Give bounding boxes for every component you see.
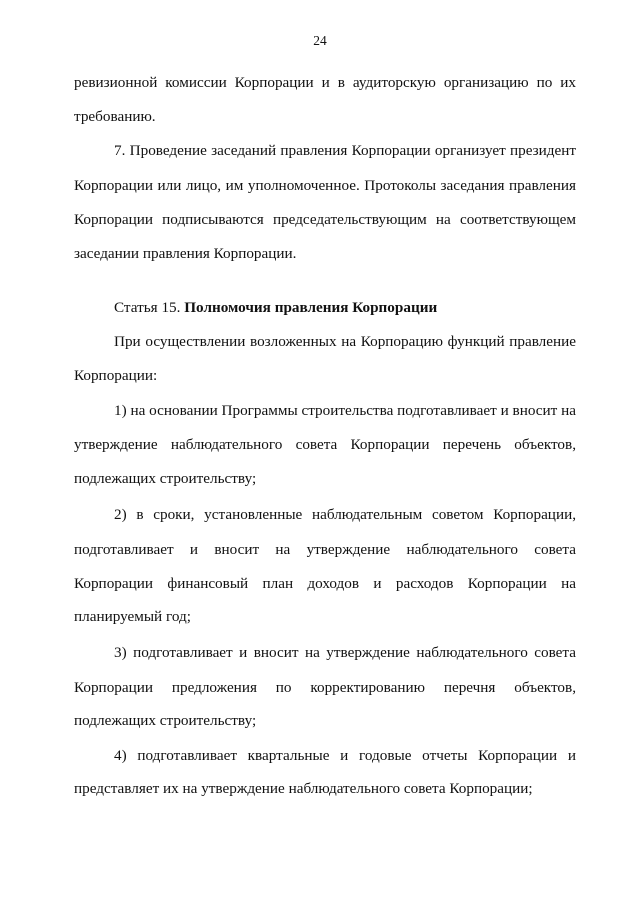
text-line: подлежащих строительству;	[74, 712, 257, 729]
article-number: Статья 15.	[114, 299, 185, 316]
text-line: Корпорации или лицо, им уполномоченное. Протоколы заседания правления	[74, 177, 576, 194]
text-line: ревизионной комиссии Корпорации и в аудиторскую организацию по их	[74, 74, 576, 91]
list-item-1: 1) на основании Программы строительства подготавливает и вносит на	[114, 402, 576, 419]
text-line: Корпорации:	[74, 367, 158, 384]
page-number: 24	[313, 33, 327, 48]
text-line: утверждение наблюдательного совета Корпорации перечень объектов,	[74, 436, 576, 453]
text-line: подлежащих строительству;	[74, 470, 257, 487]
paragraph-7-first-line: 7. Проведение заседаний правления Корпорации организует президент	[114, 142, 576, 159]
text-line: заседании правления Корпорации.	[74, 245, 297, 262]
text-line: требованию.	[74, 108, 156, 125]
list-item-4: 4) подготавливает квартальные и годовые отчеты Корпорации и	[114, 747, 576, 764]
article-intro: При осуществлении возложенных на Корпорацию функций правление	[114, 333, 576, 350]
text-line: Корпорации подписываются председательствующим на соответствующем	[74, 211, 576, 228]
article-heading	[114, 298, 576, 318]
list-item-2: 2) в сроки, установленные наблюдательным советом Корпорации,	[114, 506, 576, 523]
text-line: Корпорации финансовый план доходов и расходов Корпорации на	[74, 575, 576, 592]
article-title: Полномочия правления Корпорации	[184, 299, 438, 316]
text-line: планируемый год;	[74, 608, 191, 625]
text-line: представляет их на утверждение наблюдательного совета Корпорации;	[74, 780, 533, 797]
text-line: Корпорации предложения по корректированию перечня объектов,	[74, 679, 576, 696]
list-item-3: 3) подготавливает и вносит на утверждение наблюдательного совета	[114, 644, 576, 661]
text-line: подготавливает и вносит на утверждение наблюдательного совета	[74, 541, 576, 558]
